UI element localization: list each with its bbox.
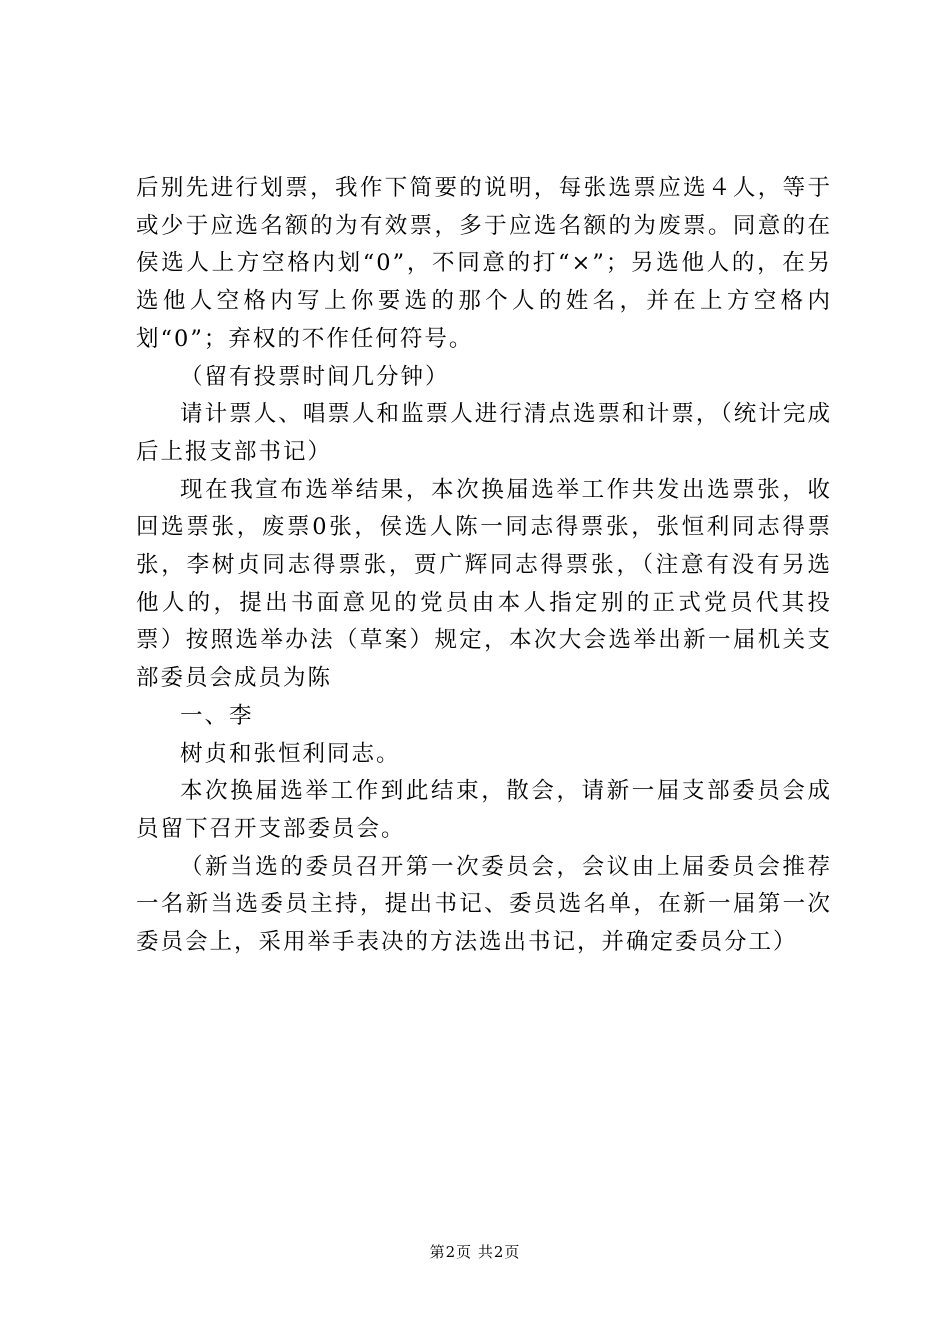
paragraph-meeting-close: 本次换届选举工作到此结束，散会，请新一届支部委员会成员留下召开支部委员会。 — [136, 778, 832, 842]
paragraph-first-committee-meeting: （新当选的委员召开第一次委员会，会议由上届委员会推荐一名新当选委员主持，提出书记、委员选名单，在新一届第一次委员会上，采用举手表决的方法选出书记，并确定委员分工） — [136, 853, 832, 956]
paragraph-voting-time-note: （留有投票时间几分钟） — [180, 363, 450, 390]
paragraph-result-continuation: 一、李 — [180, 702, 254, 729]
paragraph-election-results: 现在我宣布选举结果，本次换届选举工作共发出选票张，收回选票张，废票0张，侯选人陈一同志得票张，张恒利同志得票张，李树贞同志得票张，贾广辉同志得票张，（注意有没有另选他人的，提出书面意见的党员由本人指定别的正式党员代其投票）按照选举办法（草案）规定，本次大会选举出新一届机关支部委员会成员为陈 — [136, 476, 832, 692]
document-body — [136, 170, 832, 962]
page-number-footer: 第2页 共2页 — [429, 1243, 521, 1261]
paragraph-vote-counting: 请计票人、唱票人和监票人进行清点选票和计票，（统计完成后上报支部书记） — [136, 401, 832, 465]
paragraph-voting-instructions: 后别先进行划票，我作下简要的说明，每张选票应选４人，等于或少于应选名额的为有效票，多于应选名额的为废票。同意的在侯选人上方空格内划“0”，不同意的打“×”；另选他人的，在另选他人空格内写上你要选的那个人的姓名，并在上方空格内划“0”；弃权的不作任何符号。 — [136, 175, 832, 352]
paragraph-result-names: 树贞和张恒利同志。 — [180, 740, 401, 767]
